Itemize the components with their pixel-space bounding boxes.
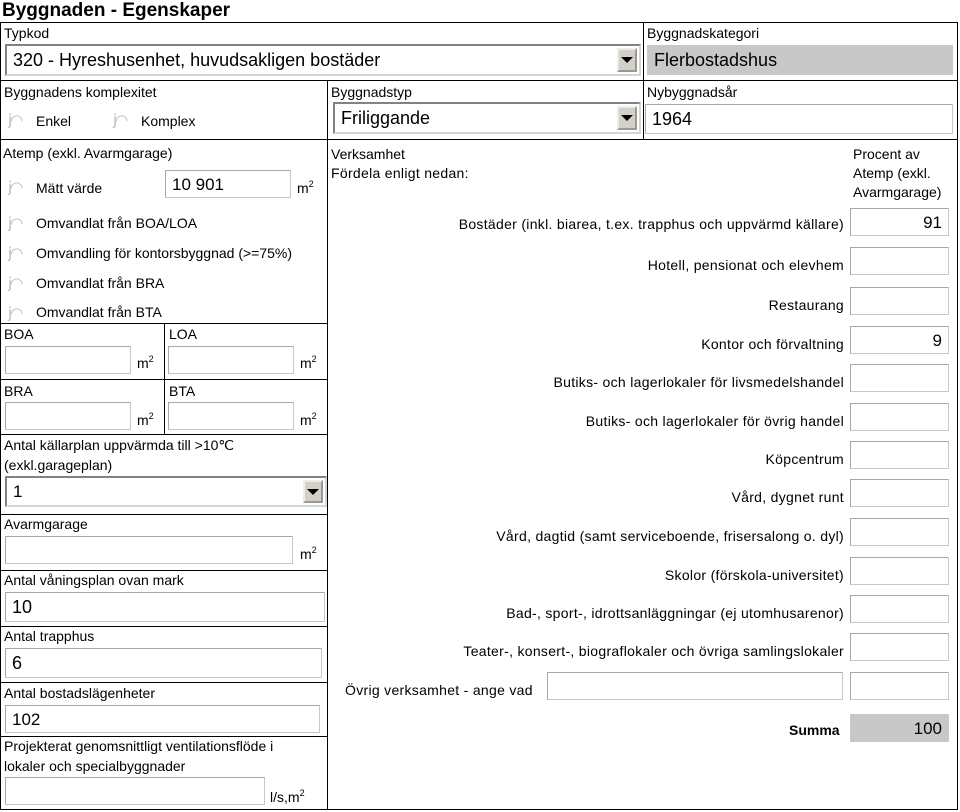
loa-label: LOA (169, 326, 198, 342)
vaningsplan-label: Antal våningsplan ovan mark (4, 572, 184, 588)
ventilation-unit: $l/s,m^2$ (270, 788, 305, 805)
vaningsplan-input[interactable]: 10 (5, 592, 325, 622)
kallarplan-label: Antal källarplan uppvärmda till >10℃ (4, 437, 235, 453)
typkod-value: 320 - Hyreshusenhet, huvudsakligen bostäder (13, 49, 381, 70)
verksamhet-row-label: Teater-, konsert-, biograflokaler och övriga samlingslokaler (463, 643, 844, 659)
procent-header-3: Avarmgarage) (853, 184, 942, 200)
verksamhet-row-input[interactable] (850, 441, 949, 469)
byggnadskategori-label: Byggnadskategori (647, 25, 760, 41)
atemp-bra-label: Omvandlat från BRA (36, 275, 165, 291)
verksamhet-row-input[interactable] (850, 633, 949, 661)
divider (0, 514, 328, 515)
verksamhet-row-label: Butiks- och lagerlokaler för övrig handel (585, 413, 844, 429)
atemp-unit: $m^2$ (297, 179, 314, 196)
dropdown-arrow-icon[interactable] (617, 48, 637, 72)
radio-button-icon[interactable]: j◠ (8, 244, 22, 262)
bta-unit: $m^2$ (300, 411, 317, 428)
bra-input[interactable] (5, 402, 131, 430)
nybyggnadsar-field[interactable]: 1964 (645, 104, 953, 134)
avarmgarage-label: Avarmgarage (4, 516, 88, 532)
atemp-bta-label: Omvandlat från BTA (36, 304, 162, 320)
radio-button-icon[interactable]: j◠ (8, 304, 22, 322)
verksamhet-row-input[interactable]: 9 (850, 326, 949, 354)
verksamhet-row-label: Vård, dagtid (samt serviceboende, frisersalong o. dyl) (496, 528, 844, 544)
radio-button-icon[interactable]: j◠ (8, 178, 22, 196)
verksamhet-row-label: Butiks- och lagerlokaler för livsmedelshandel (553, 374, 844, 390)
summa-field: 100 (850, 714, 949, 742)
divider (164, 323, 165, 435)
ventilation-label: Projekterat genomsnittligt ventilationsflöde i (4, 738, 274, 754)
byggnadskategori-field: Flerbostadshus (647, 45, 953, 75)
verksamhet-row-input[interactable] (850, 479, 949, 507)
verksamhet-row-label: Skolor (förskola-universitet) (664, 567, 844, 583)
trapphus-label: Antal trapphus (4, 628, 95, 644)
verksamhet-row-input[interactable] (850, 595, 949, 623)
ovrig-verksamhet-label: Övrig verksamhet - ange vad (345, 682, 533, 698)
verksamhet-row-input[interactable] (850, 518, 949, 546)
bra-unit: $m^2$ (137, 411, 154, 428)
avarmgarage-unit: $m^2$ (300, 545, 317, 562)
typkod-label: Typkod (4, 25, 50, 41)
verksamhet-sublabel: Fördela enligt nedan: (331, 165, 469, 181)
loa-unit: $m^2$ (300, 354, 317, 371)
atemp-matt-label: Mätt värde (36, 180, 103, 196)
atemp-matt-input[interactable]: 10 901 (165, 170, 291, 198)
trapphus-input[interactable]: 6 (5, 648, 322, 678)
divider (0, 80, 958, 81)
byggnadstyp-value: Friliggande (341, 107, 431, 128)
divider (0, 22, 1, 810)
verksamhet-row-label: Köpcentrum (765, 451, 844, 467)
kallarplan-label-2: (exkl.garageplan) (4, 457, 113, 473)
divider (0, 626, 328, 627)
atemp-kontor-label: Omvandling för kontorsbyggnad (>=75%) (36, 245, 293, 261)
page-title: Byggnaden - Egenskaper (2, 0, 231, 21)
procent-header-2: Atemp (exkl. (853, 165, 931, 181)
summa-label: Summa (789, 722, 840, 738)
verksamhet-row-input[interactable] (850, 403, 949, 431)
lagenheter-input[interactable]: 102 (5, 705, 320, 733)
verksamhet-row-label: Hotell, pensionat och elevhem (647, 257, 844, 273)
komplexitet-label: Byggnadens komplexitet (4, 84, 157, 100)
ovrig-verksamhet-procent-input[interactable] (850, 672, 949, 700)
ventilation-input[interactable] (5, 777, 265, 805)
verksamhet-row-input[interactable] (850, 287, 949, 315)
dropdown-arrow-icon[interactable] (303, 480, 323, 503)
bta-label: BTA (169, 383, 196, 399)
radio-button-icon[interactable]: j◠ (8, 111, 22, 129)
verksamhet-row-label: Bad-, sport-, idrottsanläggningar (ej utomhusarenor) (506, 605, 844, 621)
verksamhet-label: Verksamhet (331, 146, 405, 162)
atemp-boa-loa-label: Omvandlat från BOA/LOA (36, 215, 198, 231)
boa-label: BOA (4, 326, 34, 342)
komplexitet-komplex-label: Komplex (141, 113, 196, 129)
radio-button-icon[interactable]: j◠ (113, 111, 127, 129)
ovrig-verksamhet-input[interactable] (547, 672, 843, 700)
kallarplan-select[interactable] (5, 476, 327, 507)
divider (957, 22, 958, 810)
boa-unit: $m^2$ (137, 354, 154, 371)
bra-label: BRA (4, 383, 33, 399)
loa-input[interactable] (168, 346, 294, 374)
boa-input[interactable] (5, 346, 131, 374)
procent-header: Procent av (853, 146, 920, 162)
avarmgarage-input[interactable] (5, 536, 293, 564)
verksamhet-row-input[interactable] (850, 247, 949, 275)
ventilation-label-2: lokaler och specialbyggnader (4, 758, 186, 774)
kallarplan-value: 1 (13, 481, 23, 501)
komplexitet-enkel-label: Enkel (36, 113, 72, 129)
divider (0, 22, 958, 23)
verksamhet-row-label: Bostäder (inkl. biarea, t.ex. trapphus och uppvärmd källare) (458, 216, 844, 232)
verksamhet-row-input[interactable]: 91 (850, 208, 949, 236)
radio-button-icon[interactable]: j◠ (8, 214, 22, 232)
radio-button-icon[interactable]: j◠ (8, 274, 22, 292)
byggnadstyp-label: Byggnadstyp (331, 84, 412, 100)
byggnadstyp-select[interactable] (333, 102, 641, 134)
divider (0, 809, 958, 810)
divider (0, 570, 328, 571)
divider (643, 22, 644, 140)
typkod-select[interactable] (5, 44, 641, 76)
lagenheter-label: Antal bostadslägenheter (4, 685, 155, 701)
verksamhet-row-input[interactable] (850, 364, 949, 392)
divider (0, 139, 958, 140)
divider (0, 736, 328, 737)
divider (0, 682, 328, 683)
verksamhet-row-input[interactable] (850, 557, 949, 585)
verksamhet-row-label: Kontor och förvaltning (701, 336, 844, 352)
divider (327, 80, 328, 810)
nybyggnadsar-label: Nybyggnadsår (647, 84, 738, 100)
atemp-label: Atemp (exkl. Avarmgarage) (3, 145, 173, 161)
verksamhet-row-label: Vård, dygnet runt (731, 489, 844, 505)
verksamhet-row-label: Restaurang (768, 297, 844, 313)
bta-input[interactable] (168, 402, 294, 430)
dropdown-arrow-icon[interactable] (617, 106, 637, 130)
